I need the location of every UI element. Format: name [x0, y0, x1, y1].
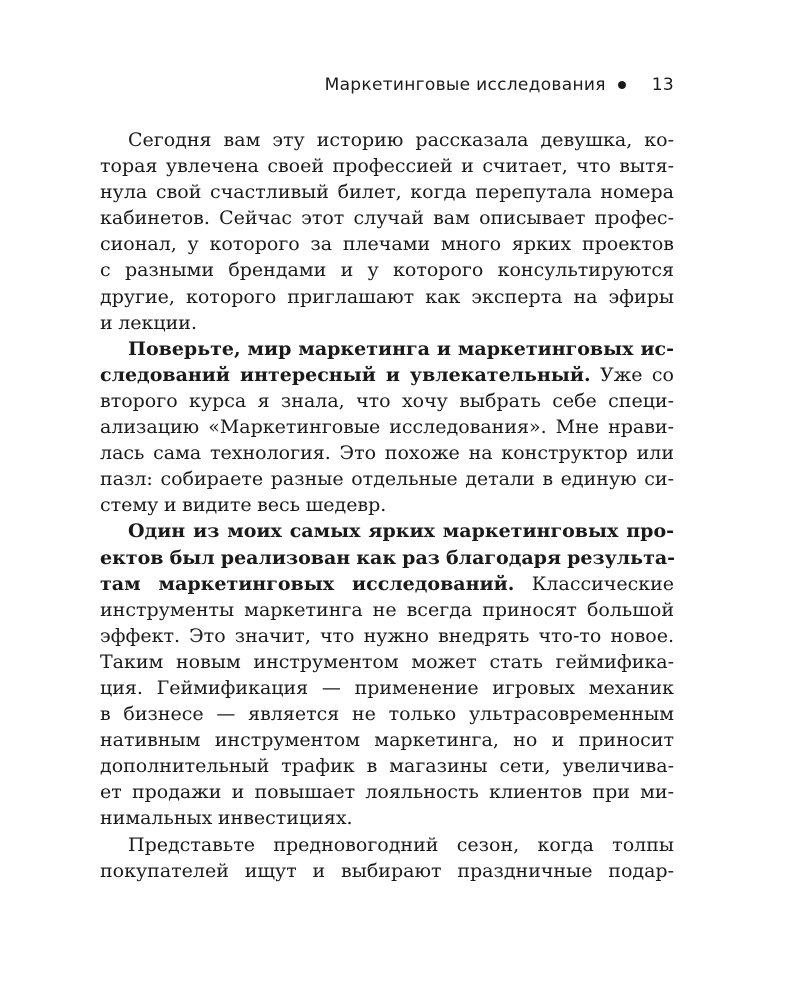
text-line: нимальных инвестициях. — [100, 807, 353, 830]
text-line: сионал, у которого за плечами много ярких проектов — [100, 233, 674, 256]
text-line: ет продажи и повышает лояльность клиентов при ми- — [100, 781, 674, 804]
text-line: в бизнесе — является не только ультрасовременным — [100, 703, 674, 726]
page-number: 13 — [651, 75, 674, 95]
text-line: лась сама технология. Это похоже на конструктор или — [100, 442, 674, 465]
text-line: нативным инструментом маркетинга, но и приносит — [100, 729, 674, 752]
text-line: Таким новым инструментом может стать геймифика- — [100, 650, 674, 673]
text-line: стему и видите весь шедевр. — [100, 494, 387, 517]
text-line: торая увлечена своей профессией и считает, что вытя- — [100, 155, 674, 178]
text-line: другие, которого приглашают как эксперта на эфиры — [100, 285, 674, 308]
text-line — [100, 336, 674, 362]
running-header — [100, 72, 674, 98]
text-line: нула свой счастливый билет, когда перепутала номера — [100, 181, 674, 204]
bold-text: Один из моих самых ярких маркетинговых про- — [128, 520, 674, 543]
regular-text: Классические — [514, 572, 674, 595]
text-line: эффект. Это значит, что нужно внедрять что-то новое. — [100, 624, 674, 647]
text-line: и лекции. — [100, 311, 197, 334]
text-line: Сегодня вам эту историю рассказала девушка, ко- — [128, 129, 674, 151]
text-line — [100, 545, 674, 571]
bold-text: Поверьте, мир маркетинга и маркетинговых ис- — [128, 337, 674, 360]
text-line: покупателей ищут и выбирают праздничные подар- — [100, 859, 674, 882]
text-line: дополнительный трафик в магазины сети, увеличива- — [100, 755, 674, 778]
text-line: ция. Геймификация — применение игровых механик — [100, 676, 674, 699]
bold-text: следований интересный и увлекательный. — [100, 363, 591, 386]
text-line — [100, 362, 674, 388]
regular-text: Уже со — [590, 363, 674, 386]
bold-text: ектов был реализован как раз благодаря результа- — [100, 546, 676, 569]
text-line: второго курса я знала, что хочу выбрать себе специ- — [100, 389, 674, 412]
text-line: кабинетов. Сейчас этот случай вам описывает профес- — [100, 207, 674, 230]
text-line — [100, 518, 674, 544]
bold-text: там маркетинговых исследований. — [100, 572, 515, 595]
text-line: инструменты маркетинга не всегда приносят большой — [100, 598, 674, 621]
text-line: Представьте предновогодний сезон, когда толпы — [128, 833, 674, 856]
text-line: пазл: собираете разные отдельные детали в единую си- — [100, 468, 674, 491]
bullet-dot-icon — [618, 81, 626, 89]
text-line: с разными брендами и у которого консультируются — [100, 259, 674, 282]
chapter-title: Маркетинговые исследования — [324, 75, 606, 95]
text-line — [100, 571, 674, 597]
body-text — [100, 127, 674, 884]
text-line: ализацию «Маркетинговые исследования». Мне нрави- — [100, 416, 674, 439]
